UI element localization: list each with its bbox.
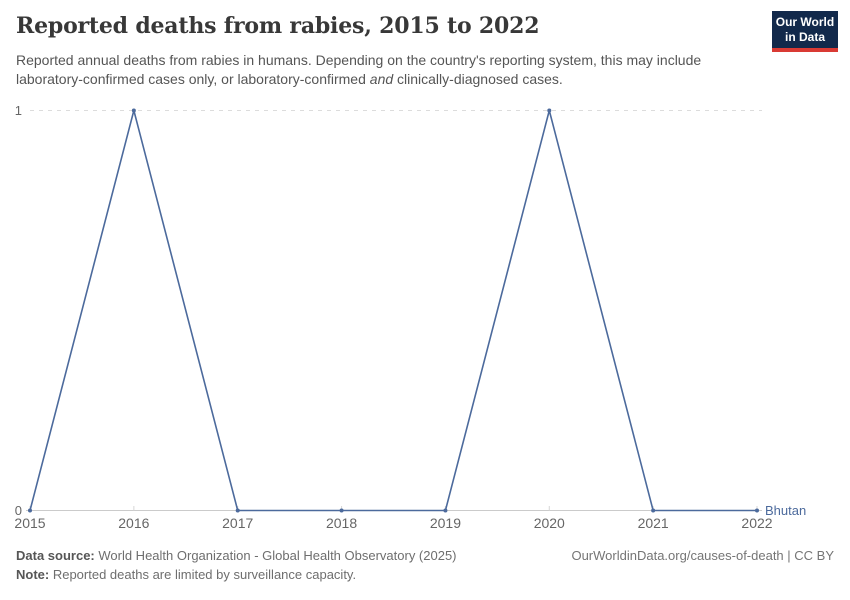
data-source-label: Data source: bbox=[16, 548, 95, 563]
x-tick-label: 2017 bbox=[222, 515, 254, 531]
data-point-marker bbox=[651, 509, 655, 513]
data-point-marker bbox=[132, 109, 136, 113]
subtitle-italic-word: and bbox=[369, 71, 394, 87]
note-text: Reported deaths are limited by surveillance capacity. bbox=[49, 567, 357, 582]
note-line bbox=[16, 565, 457, 584]
data-source-text: World Health Organization - Global Health Observatory (2025) bbox=[94, 548, 457, 563]
logo-line-2: in Data bbox=[784, 30, 825, 44]
data-point-marker bbox=[28, 509, 32, 513]
x-tick-label: 2015 bbox=[14, 515, 46, 531]
x-tick-label: 2016 bbox=[118, 515, 150, 531]
data-point-marker bbox=[236, 509, 240, 513]
x-tick-label: 2021 bbox=[637, 515, 669, 531]
data-source-line bbox=[16, 546, 457, 565]
chart-footer bbox=[16, 546, 834, 584]
data-point-marker bbox=[340, 509, 344, 513]
y-tick-label: 0 bbox=[14, 503, 22, 518]
x-tick-label: 2019 bbox=[429, 515, 462, 531]
subtitle-text-1: Reported annual deaths from rabies in humans. Depending on the country's reporting system, this may include laboratory-confirmed cases only, or laboratory-confirmed bbox=[16, 52, 702, 87]
subtitle-text-2: clinically-diagnosed cases. bbox=[393, 71, 563, 87]
line-series-bhutan bbox=[30, 111, 757, 511]
x-tick-label: 2022 bbox=[741, 515, 773, 531]
data-point-marker bbox=[443, 509, 447, 513]
data-point-marker bbox=[755, 509, 759, 513]
note-label: Note: bbox=[16, 567, 50, 582]
page-title: Reported deaths from rabies, 2015 to 2022 bbox=[16, 13, 540, 39]
y-tick-label: 1 bbox=[14, 103, 22, 118]
footer-source-note bbox=[16, 546, 457, 584]
attribution-text: OurWorldinData.org/causes-of-death | CC BY bbox=[571, 548, 834, 563]
x-tick-label: 2018 bbox=[325, 515, 358, 531]
x-tick-label: 2020 bbox=[533, 515, 565, 531]
entity-label-bhutan: Bhutan bbox=[765, 503, 807, 518]
logo-line-1: Our World bbox=[775, 15, 835, 29]
data-point-marker bbox=[547, 109, 551, 113]
